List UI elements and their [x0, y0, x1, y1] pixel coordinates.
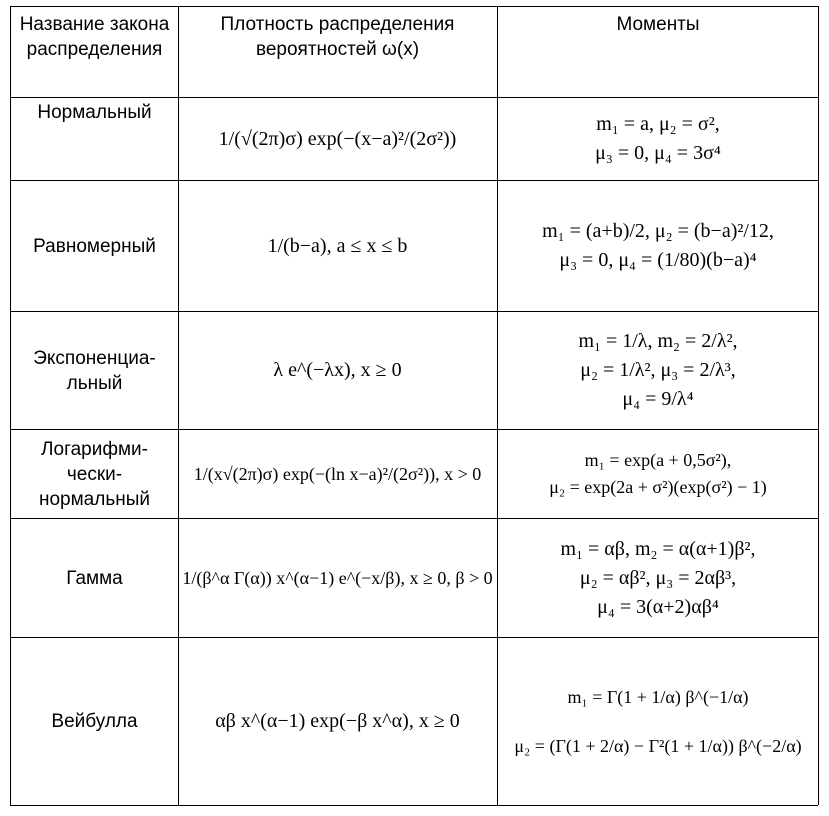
row-name	[11, 100, 178, 180]
density-formula	[179, 430, 496, 518]
moment-line: μ₄ = 9/λ⁴	[622, 388, 694, 410]
density-formula	[179, 638, 496, 805]
row-name-text: Нормальный	[37, 102, 152, 123]
row-name	[11, 430, 178, 518]
moments-formula	[498, 98, 818, 180]
moment-line: m₁ = a, μ₂ = σ²,	[596, 113, 720, 135]
moment-line: m₁ = 1/λ, m₂ = 2/λ²,	[578, 330, 738, 352]
moment-line: m₁ = (a+b)/2, μ₂ = (b−a)²/12,	[542, 220, 774, 242]
density-formula	[179, 181, 496, 311]
moment-line: m₁ = exp(a + 0,5σ²),	[584, 450, 732, 470]
row-name-text: Экспоненциа-льный	[33, 347, 156, 394]
header-name-text: Название закона распределения	[19, 14, 170, 60]
moments-formula	[498, 519, 818, 637]
table-border	[10, 6, 818, 7]
row-name	[11, 312, 178, 429]
row-name-text: Логарифми-чески-нормальный	[38, 438, 150, 510]
header-density-text: Плотность распределения вероятностей ω(x)	[220, 14, 455, 60]
moment-line: μ₃ = 0, μ₄ = 3σ⁴	[595, 142, 721, 164]
density-formula	[179, 519, 496, 637]
moments-formula	[498, 638, 818, 805]
header-name	[11, 12, 178, 96]
moment-line: μ₂ = 1/λ², μ₃ = 2/λ³,	[580, 359, 736, 381]
moment-line: μ₃ = 0, μ₄ = (1/80)(b−a)⁴	[559, 249, 757, 271]
row-name-text: Вейбулла	[51, 711, 138, 732]
moment-line: μ₄ = 3(α+2)αβ⁴	[597, 595, 719, 618]
density-formula	[179, 98, 496, 180]
row-name	[11, 638, 178, 805]
header-density	[179, 12, 496, 96]
moment-line: μ₂ = exp(2a + σ²)(exp(σ²) − 1)	[549, 477, 767, 497]
header-moments-text: Моменты	[616, 14, 700, 35]
density-formula	[179, 312, 496, 429]
density-formula-text: λ e^(−λx), x ≥ 0	[273, 359, 402, 381]
moments-formula	[498, 430, 818, 518]
moment-line: μ₂ = (Γ(1 + 2/α) − Γ²(1 + 1/α)) β^(−2/α)	[514, 735, 802, 756]
density-formula-text: αβ x^(α−1) exp(−β x^α), x ≥ 0	[215, 710, 460, 732]
density-formula-text: 1/(x√(2π)σ) exp(−(ln x−a)²/(2σ²)), x > 0	[193, 463, 482, 484]
row-name	[11, 181, 178, 311]
density-formula-text: 1/(b−a), a ≤ x ≤ b	[267, 234, 408, 257]
table-border	[818, 6, 819, 805]
row-name-text: Равномерный	[33, 235, 156, 257]
row-name	[11, 519, 178, 637]
moment-line: m₁ = Γ(1 + 1/α) β^(−1/α)	[567, 686, 749, 707]
density-formula-text: 1/(√(2π)σ) exp(−(x−a)²/(2σ²))	[218, 127, 457, 150]
table-border	[10, 805, 818, 806]
moment-line: μ₂ = αβ², μ₃ = 2αβ³,	[579, 566, 737, 589]
moments-formula	[498, 181, 818, 311]
density-formula-text: 1/(β^α Γ(α)) x^(α−1) e^(−x/β), x ≥ 0, β > 0	[182, 567, 493, 588]
header-moments	[498, 12, 818, 96]
row-name-text: Гамма	[66, 567, 123, 589]
moment-line: m₁ = αβ, m₂ = α(α+1)β²,	[560, 537, 756, 560]
moments-formula	[498, 312, 818, 429]
